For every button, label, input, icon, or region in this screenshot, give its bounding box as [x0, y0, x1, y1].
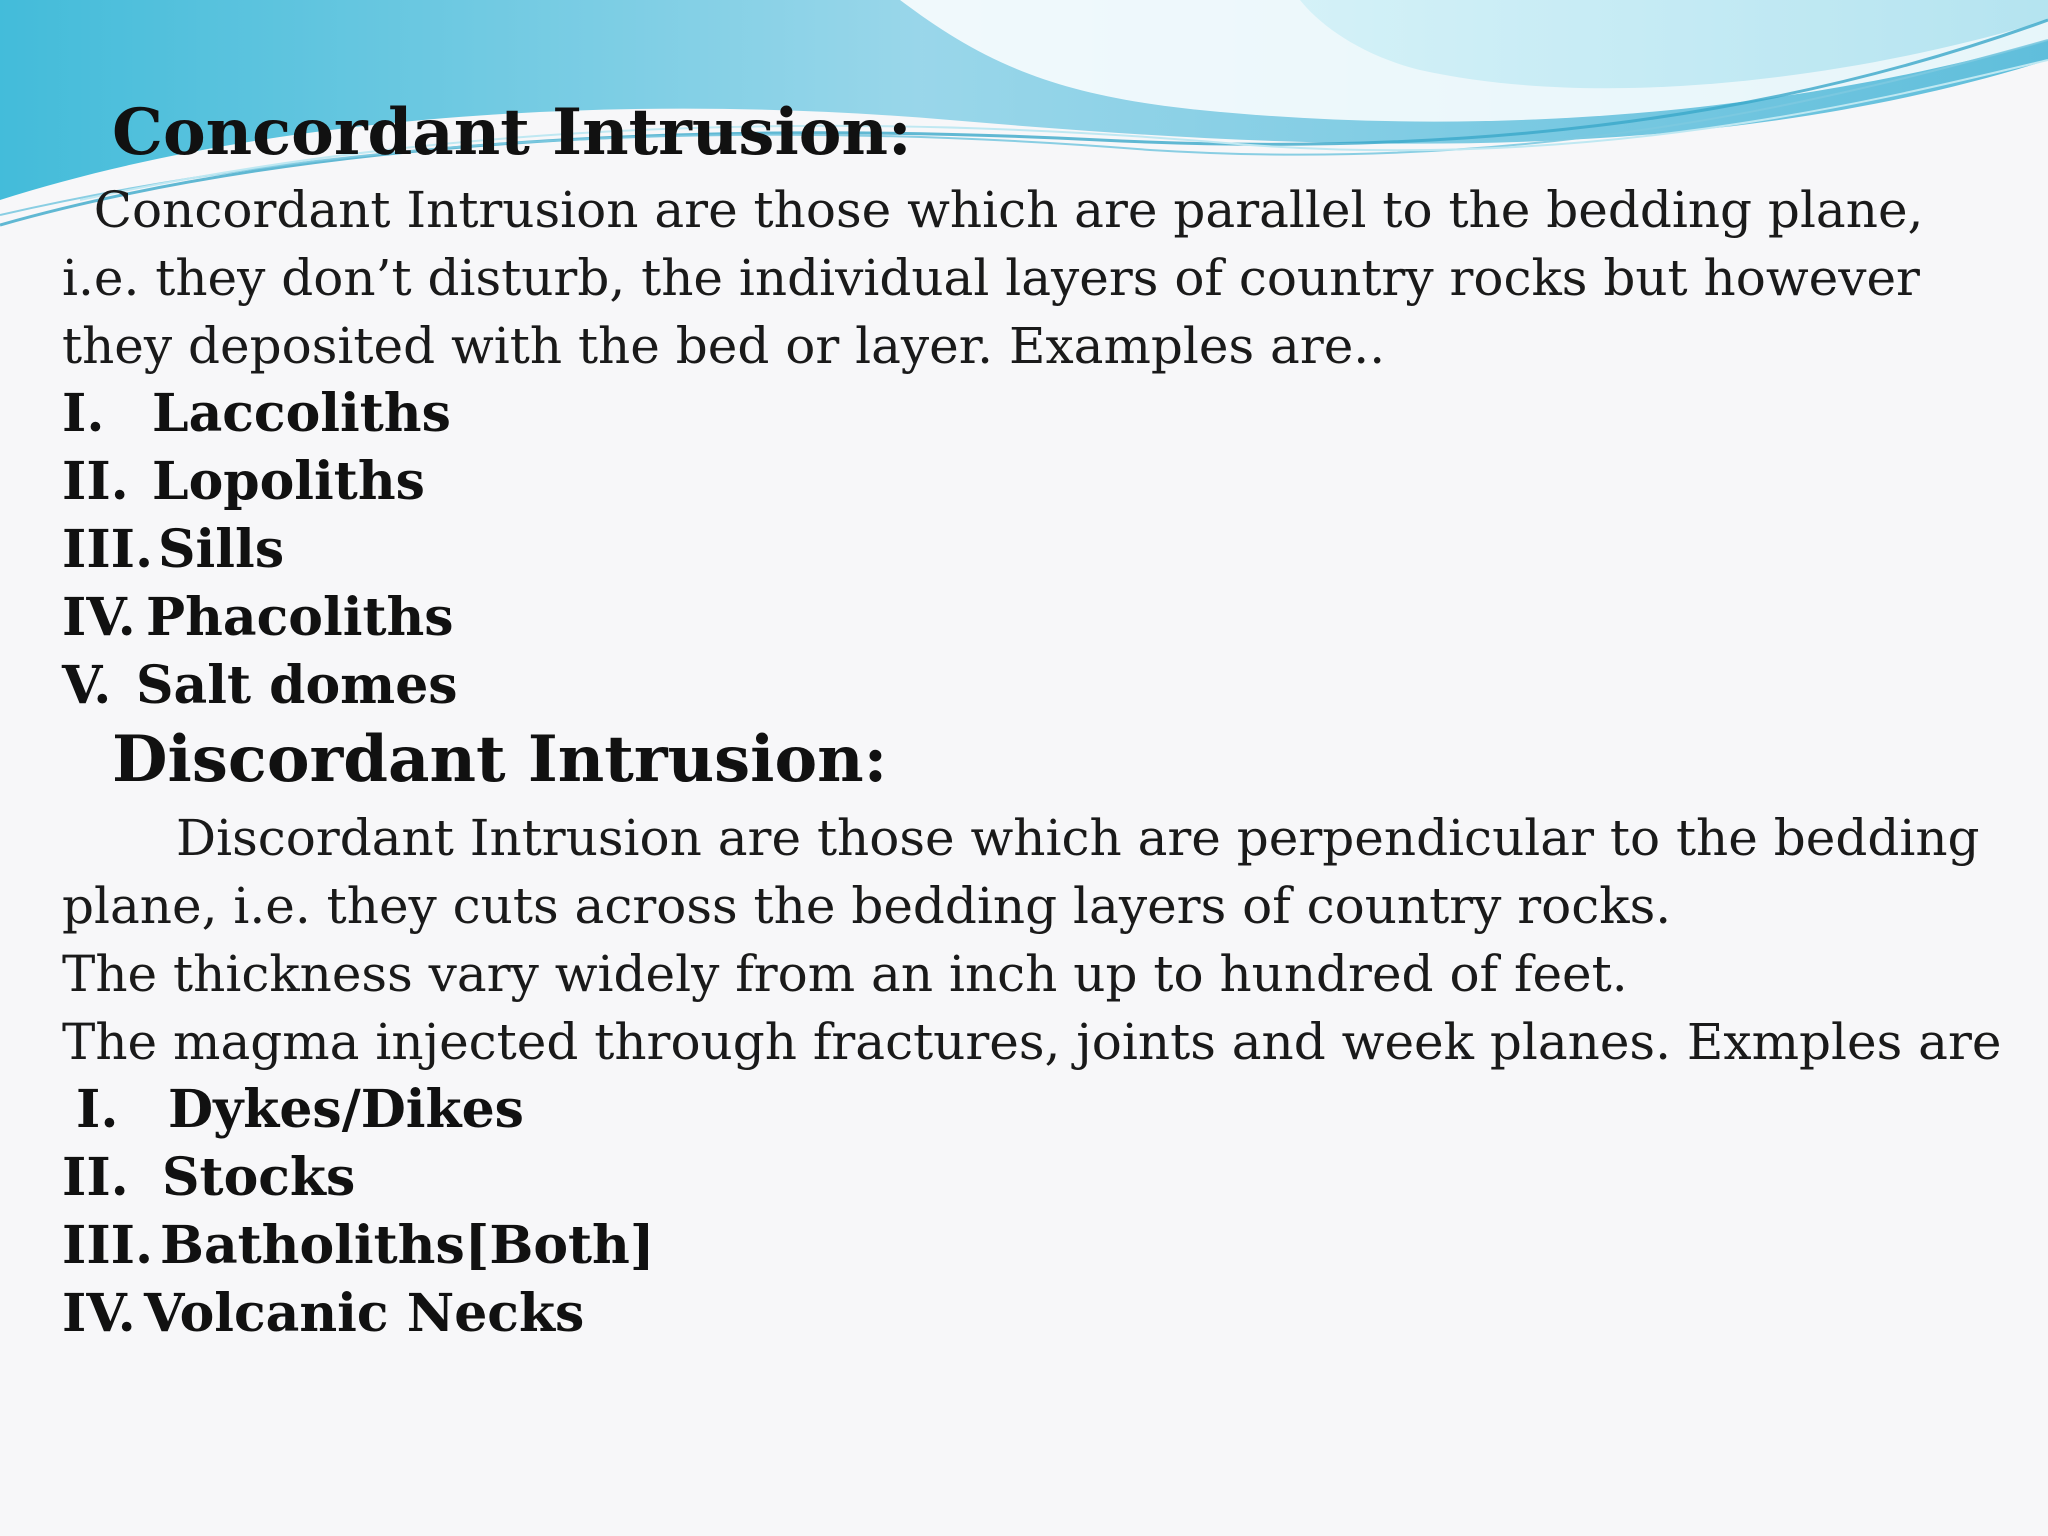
concordant-heading: Concordant Intrusion:: [112, 95, 912, 170]
concordant-item-2: [62, 448, 425, 516]
list-label: Dykes/Dikes: [168, 1079, 524, 1140]
list-number: III.: [62, 1215, 154, 1276]
list-label: Phacoliths: [146, 587, 454, 648]
concordant-item-4: [62, 584, 454, 652]
list-label: Laccoliths: [152, 383, 451, 444]
concordant-item-5: [62, 652, 458, 720]
list-number: II.: [62, 1147, 129, 1208]
list-number: IV.: [62, 587, 136, 648]
discordant-item-3: [62, 1212, 654, 1280]
list-number: I.: [76, 1079, 119, 1140]
discordant-line-1: Discordant Intrusion are those which are perpendicular to the bedding: [176, 809, 1980, 867]
list-label: Batholiths[Both]: [160, 1215, 655, 1276]
list-label: Lopoliths: [152, 451, 425, 512]
list-label: Volcanic Necks: [144, 1283, 585, 1344]
discordant-description: [62, 804, 2001, 1076]
list-number: II.: [62, 451, 129, 512]
concordant-line-2: i.e. they don’t disturb, the individual layers of country rocks but however: [62, 249, 1920, 307]
discordant-line-2: plane, i.e. they cuts across the bedding layers of country rocks.: [62, 877, 1672, 935]
discordant-item-2: [62, 1144, 355, 1212]
list-label: Sills: [158, 519, 285, 580]
discordant-line-4: The magma injected through fractures, joints and week planes. Exmples are: [62, 1013, 2002, 1071]
concordant-item-3: [62, 516, 284, 584]
list-number: IV.: [62, 1283, 136, 1344]
list-number: V.: [62, 655, 112, 716]
list-number: I.: [62, 383, 105, 444]
discordant-line-3: The thickness vary widely from an inch up to hundred of feet.: [62, 945, 1628, 1003]
list-label: Stocks: [162, 1147, 356, 1208]
list-label: Salt domes: [136, 655, 458, 716]
concordant-item-1: [62, 380, 451, 448]
discordant-item-1: [76, 1076, 524, 1144]
concordant-description: [62, 176, 1923, 380]
discordant-heading: Discordant Intrusion:: [112, 722, 888, 797]
concordant-line-1: Concordant Intrusion are those which are parallel to the bedding plane,: [62, 181, 1924, 239]
discordant-item-4: [62, 1280, 584, 1348]
concordant-line-3: they deposited with the bed or layer. Examples are..: [62, 317, 1386, 375]
list-number: III.: [62, 519, 154, 580]
